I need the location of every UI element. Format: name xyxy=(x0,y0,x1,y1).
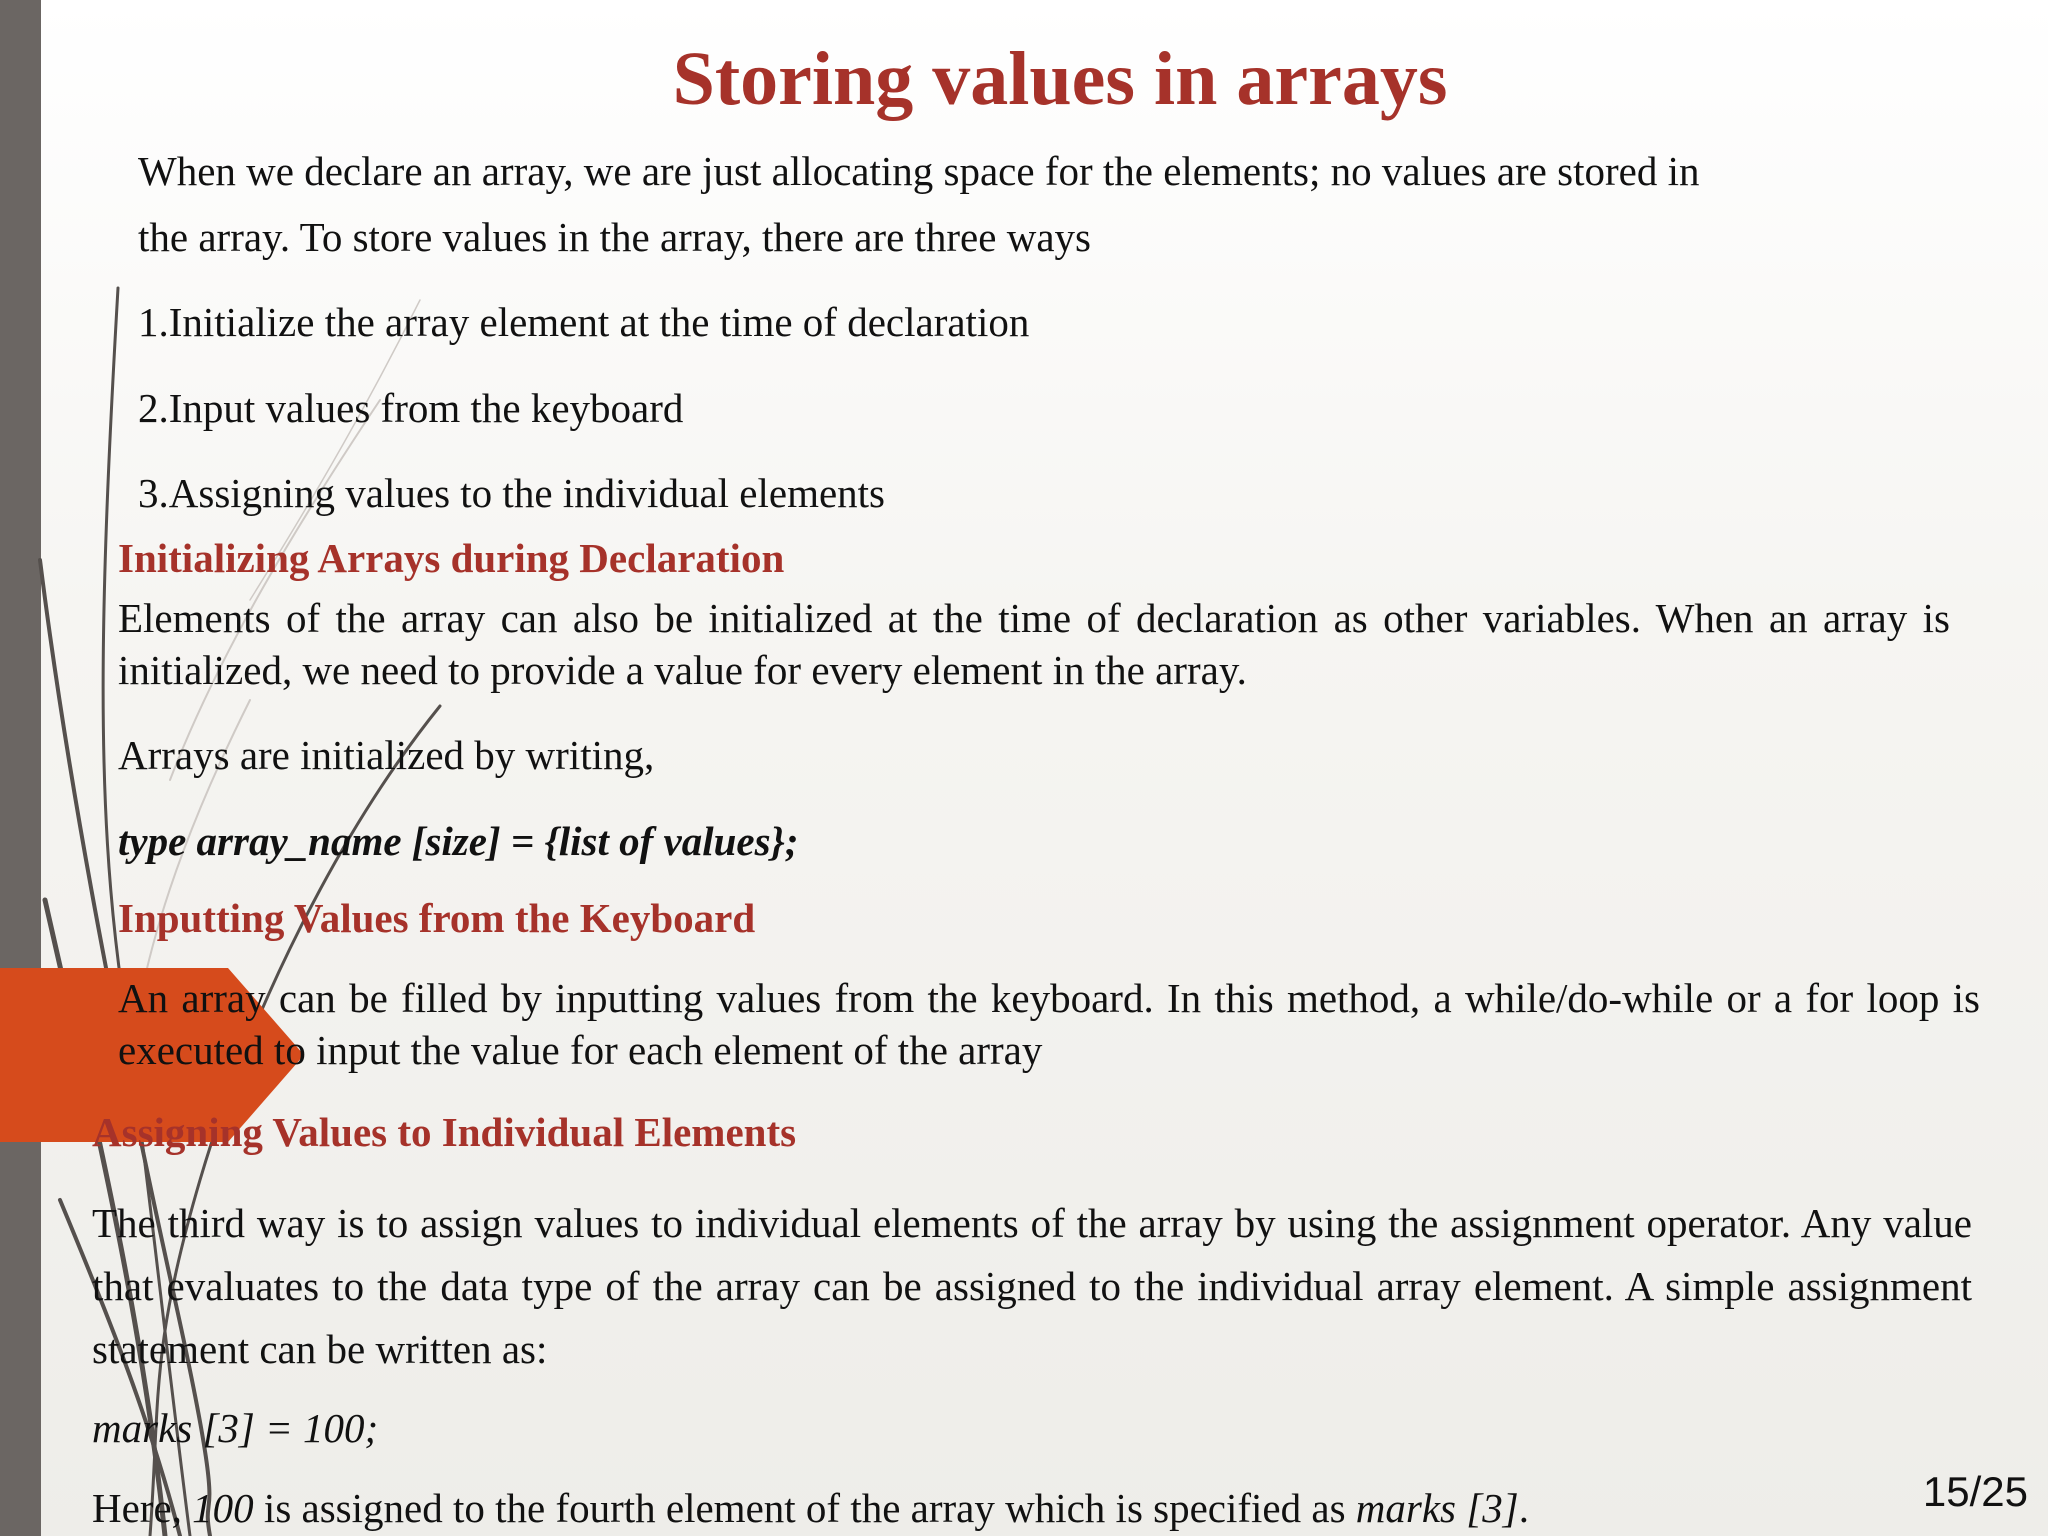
heading-inputting-values: Inputting Values from the Keyboard xyxy=(118,895,756,941)
paragraph-initializing-arrays: Elements of the array can also be initialized at the time of declaration as other variables. When an array is initialized, we need to provide a value for every element in the array. xyxy=(118,595,1950,693)
explanation-value: 100 xyxy=(192,1485,254,1531)
paragraph-inputting-values: An array can be filled by inputting values from the keyboard. In this method, a while/do-while or a for loop is executed to input the value for each element of the array xyxy=(118,975,1980,1073)
intro-line-1: When we declare an array, we are just allocating space for the elements; no values are stored in xyxy=(138,148,1700,194)
heading-initializing-arrays: Initializing Arrays during Declaration xyxy=(118,535,785,581)
slide-title: Storing values in arrays xyxy=(672,37,1448,121)
arrays-initialized-lead: Arrays are initialized by writing, xyxy=(118,732,655,778)
assignment-example: marks [3] = 100; xyxy=(92,1405,379,1451)
way-item-2: 2.Input values from the keyboard xyxy=(138,385,684,431)
explanation-middle: is assigned to the fourth element of the array which is specified as xyxy=(253,1485,1356,1531)
left-decorative-bar xyxy=(0,0,41,1536)
explanation-suffix: . xyxy=(1518,1485,1529,1531)
intro-line-2: the array. To store values in the array, there are three ways xyxy=(138,214,1091,260)
explanation-prefix: Here, xyxy=(92,1485,193,1531)
paragraph-assigning-values: The third way is to assign values to individual elements of the array by using the assignment operator. Any value that evaluates to the data type of the array can be assigned to the individual array element. A simple assignment statement can be written as: xyxy=(92,1200,1972,1372)
way-item-3: 3.Assigning values to the individual elements xyxy=(138,470,886,516)
way-item-1: 1.Initialize the array element at the time of declaration xyxy=(138,299,1030,345)
page-number: 15/25 xyxy=(1922,1468,2028,1515)
heading-assigning-values: Assigning Values to Individual Elements xyxy=(92,1109,797,1155)
array-init-syntax: type array_name [size] = {list of values}; xyxy=(118,818,799,864)
assignment-explanation xyxy=(92,1482,1529,1534)
explanation-ref: marks [3] xyxy=(1355,1485,1519,1531)
